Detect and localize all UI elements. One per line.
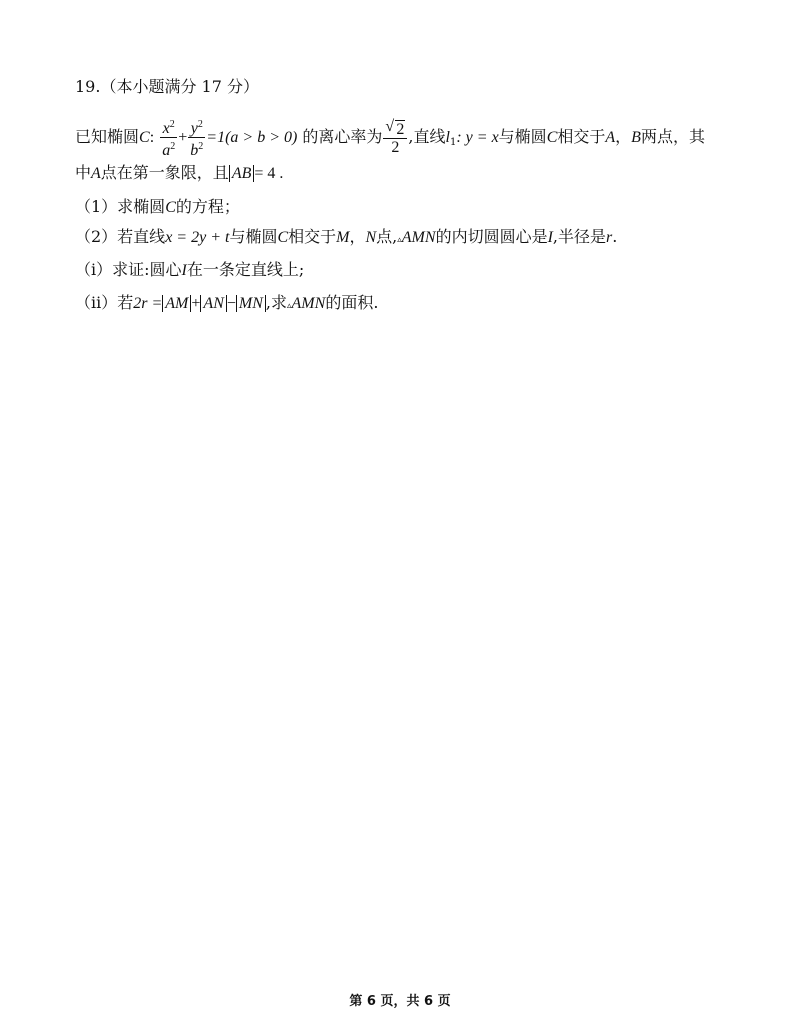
stem-text: ，: [615, 127, 632, 146]
part-text: （2）若直线: [75, 227, 166, 246]
part-text: .: [612, 227, 618, 246]
ellipse-label: C: [165, 199, 176, 216]
part-2-ii: [75, 292, 740, 317]
part-text: 在一条定直线上;: [186, 260, 305, 279]
var-a: a: [162, 142, 171, 159]
var-y: y: [190, 120, 198, 137]
question-header: [75, 76, 740, 98]
point-m: M: [336, 229, 350, 246]
eccentricity-fraction: √ 2 2: [383, 120, 407, 156]
stem-text: 两点，其: [640, 127, 705, 146]
fraction-y2-b2: $\frac{y^2}{b^2}$: [190, 119, 204, 159]
triangle-symbol: ▵: [397, 235, 402, 245]
stem-text: 中: [75, 163, 92, 182]
part-text: 相交于: [288, 227, 337, 246]
point-a: A: [605, 129, 616, 146]
radicand: 2: [396, 120, 405, 138]
part-text: 的方程；: [175, 197, 240, 216]
abs-ab: AB: [229, 165, 255, 182]
stem-text: ,直线: [408, 127, 446, 146]
radius-r: r: [606, 229, 613, 246]
part-text: 的面积.: [325, 293, 379, 312]
triangle-symbol: ▵: [287, 301, 292, 311]
ellipse-condition: =1(a > b > 0): [206, 129, 298, 146]
point-b: B: [631, 129, 641, 146]
line-equation: : y = x: [456, 129, 499, 146]
stem-text: 相交于: [557, 127, 606, 146]
line-equation-2: x = 2y + t: [165, 229, 230, 246]
part-2: [75, 226, 740, 251]
point-n: N: [365, 229, 377, 246]
fraction-x2-a2: $\frac{x^2}{a^2}$: [162, 119, 176, 159]
part-text: （i）求证:圆心: [75, 260, 182, 279]
var-b: b: [190, 142, 199, 159]
triangle-amn: AMN: [291, 295, 326, 312]
part-text: ,半径是: [552, 227, 606, 246]
minus-sign: −: [226, 295, 236, 312]
ellipse-label: C: [546, 129, 558, 146]
stem-text: = 4 .: [254, 165, 284, 182]
lhs-2r: 2r =: [133, 295, 163, 312]
part-2-i: [75, 259, 740, 282]
colon: :: [149, 129, 155, 146]
plus-sign: +: [191, 295, 201, 312]
part-1: [75, 196, 740, 219]
point-a: A: [91, 165, 101, 182]
stem-text: 已知椭圆: [75, 127, 140, 146]
page-footer: 第 6 页，共 6 页: [349, 994, 451, 1009]
part-text: 的内切圆圆心是: [435, 227, 548, 246]
line-l: l: [445, 129, 450, 146]
ellipse-label: C: [139, 129, 150, 146]
ellipse-label: C: [277, 229, 289, 246]
triangle-amn: AMN: [401, 229, 436, 246]
abs-am: AM: [162, 295, 191, 312]
stem-text: 的离心率为: [302, 127, 383, 146]
incenter-i: I: [181, 262, 187, 279]
denominator: 2: [391, 138, 400, 156]
part-text: 点,: [376, 227, 398, 246]
var-x: x: [162, 120, 170, 137]
part-text: ,求: [265, 293, 287, 312]
abs-mn: MN: [236, 295, 266, 312]
question-number-and-score: 19.（本小题满分 17 分）: [75, 77, 259, 96]
question-stem-line-2: [75, 162, 740, 185]
abs-an: AN: [200, 295, 226, 312]
stem-text: 点在第一象限，且: [100, 163, 229, 182]
line-subscript: 1: [449, 137, 457, 148]
incenter-i: I: [547, 229, 553, 246]
part-text: （ii）若: [75, 293, 134, 312]
part-text: 与椭圆: [229, 227, 278, 246]
part-text: ，: [349, 227, 366, 246]
part-text: （1）求椭圆: [75, 197, 166, 216]
question-stem-line-1: 已知椭圆C: $\frac{x^2}{a^2}$ + $\frac{y^2}{b^2}$ =1(a > b > 0) 的离心率为 √ 2 2 ,直线$l_1$: y = x与椭圆C相交于A，B两点，其: [75, 117, 705, 159]
stem-text: 与椭圆: [498, 127, 547, 146]
